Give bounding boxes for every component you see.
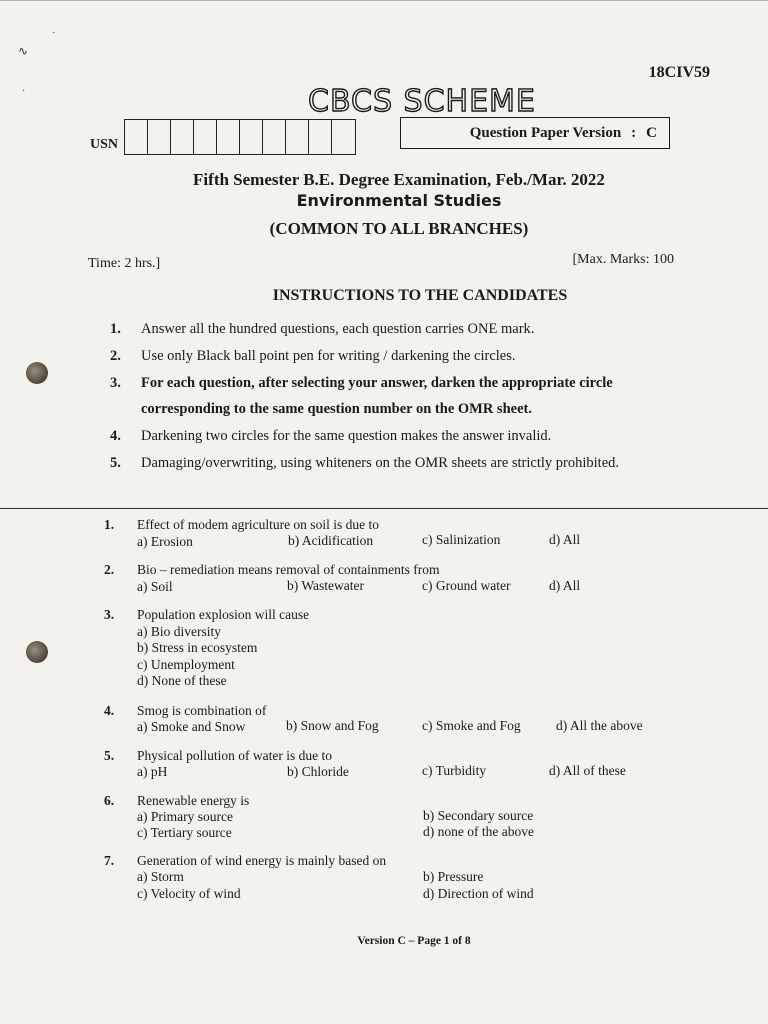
version-value: C xyxy=(646,124,657,141)
usn-box[interactable] xyxy=(263,120,286,154)
usn-box[interactable] xyxy=(332,120,355,154)
option-a: a) Storm xyxy=(137,869,184,884)
instruction-text: For each question, after selecting your answer, darken the appropriate circle corresponding to the same question number on the OMR sheet. xyxy=(141,375,613,417)
question-text: Effect of modem agriculture on soil is due to xyxy=(137,517,379,532)
question-item xyxy=(104,517,704,551)
option-c: c) Ground water xyxy=(422,578,511,593)
instruction-text: Use only Black ball point pen for writing / darkening the circles. xyxy=(141,348,516,364)
question-text: Bio – remediation means removal of containments from xyxy=(137,562,440,577)
usn-box[interactable] xyxy=(194,120,217,154)
question-item xyxy=(104,703,704,737)
max-marks: [Max. Marks: 100 xyxy=(572,252,674,267)
instruction-item xyxy=(110,370,686,422)
branches-line: (COMMON TO ALL BRANCHES) xyxy=(269,219,529,238)
usn-label: USN xyxy=(90,137,119,152)
version-separator: : xyxy=(631,124,637,141)
option-b: b) Stress in ecosystem xyxy=(137,640,258,655)
option-c: c) Turbidity xyxy=(422,763,487,778)
instruction-item xyxy=(110,343,686,369)
option-b: b) Snow and Fog xyxy=(286,718,379,733)
scheme-stamp: CBCS SCHEME xyxy=(308,84,536,119)
question-text: Generation of wind energy is mainly based on xyxy=(137,853,387,868)
question-text: Smog is combination of xyxy=(137,703,267,718)
usn-box[interactable] xyxy=(217,120,240,154)
question-text: Renewable energy is xyxy=(137,793,250,808)
question-text: Physical pollution of water is due to xyxy=(137,748,332,763)
question-number: 4. xyxy=(104,703,115,718)
version-label: Question Paper Version xyxy=(469,124,622,141)
option-b: b) Chloride xyxy=(287,764,349,779)
page-footer: Version C – Page 1 of 8 xyxy=(357,935,471,947)
option-d: d) None of these xyxy=(137,673,227,688)
option-c: c) Unemployment xyxy=(137,657,235,672)
option-d: d) All the above xyxy=(556,718,643,733)
question-item xyxy=(104,748,704,782)
version-box xyxy=(400,117,670,149)
option-d: d) none of the above xyxy=(423,824,534,839)
option-c: c) Salinization xyxy=(422,532,501,547)
usn-box[interactable] xyxy=(171,120,194,154)
question-number: 3. xyxy=(104,607,115,622)
option-d: d) All of these xyxy=(549,763,626,778)
option-c: c) Velocity of wind xyxy=(137,886,241,901)
option-a: a) Soil xyxy=(137,579,173,594)
option-d: d) All xyxy=(549,532,581,547)
usn-box[interactable] xyxy=(240,120,263,154)
option-a: a) Bio diversity xyxy=(137,624,221,639)
question-item xyxy=(104,853,704,903)
instruction-item xyxy=(110,423,686,449)
instruction-number: 1. xyxy=(110,321,121,337)
option-b: b) Acidification xyxy=(288,533,374,548)
usn-box[interactable] xyxy=(309,120,332,154)
option-a: a) Erosion xyxy=(137,534,193,549)
paper-code: 18CIV59 xyxy=(648,64,710,81)
usn-boxes[interactable] xyxy=(124,119,356,155)
scan-dot: · xyxy=(52,28,56,39)
question-number: 5. xyxy=(104,748,115,763)
usn-box[interactable] xyxy=(286,120,309,154)
question-item xyxy=(104,562,704,596)
instruction-number: 4. xyxy=(110,428,121,444)
option-a: a) Primary source xyxy=(137,809,233,824)
top-edge-line xyxy=(0,0,768,1)
option-b: b) Pressure xyxy=(423,869,484,884)
question-number: 7. xyxy=(104,853,115,868)
question-text: Population explosion will cause xyxy=(137,607,310,622)
time-allowed: Time: 2 hrs.] xyxy=(88,256,161,271)
instructions-title: INSTRUCTIONS TO THE CANDIDATES xyxy=(272,287,568,304)
section-divider xyxy=(0,508,768,509)
option-c: c) Tertiary source xyxy=(137,825,232,840)
instruction-number: 5. xyxy=(110,455,121,471)
scan-mark: ∿ xyxy=(18,44,29,58)
instruction-number: 3. xyxy=(110,375,121,391)
subject-title: Environmental Studies xyxy=(296,191,502,210)
option-c: c) Smoke and Fog xyxy=(422,718,521,733)
exam-title: Fifth Semester B.E. Degree Examination, Feb./Mar. 2022 xyxy=(193,170,605,189)
option-a: a) Smoke and Snow xyxy=(137,719,246,734)
instruction-item xyxy=(110,450,686,476)
usn-box[interactable] xyxy=(125,120,148,154)
instruction-text: Answer all the hundred questions, each question carries ONE mark. xyxy=(141,321,535,337)
option-d: d) All xyxy=(549,578,581,593)
punch-hole-icon xyxy=(26,362,48,384)
option-b: b) Wastewater xyxy=(287,578,365,593)
scan-dot: · xyxy=(22,86,26,97)
instruction-text: Darkening two circles for the same question makes the answer invalid. xyxy=(141,428,552,444)
question-number: 2. xyxy=(104,562,115,577)
question-number: 1. xyxy=(104,517,115,532)
question-number: 6. xyxy=(104,793,115,808)
question-item xyxy=(104,607,704,691)
option-b: b) Secondary source xyxy=(423,808,534,823)
punch-hole-icon xyxy=(26,641,48,663)
option-a: a) pH xyxy=(137,764,168,779)
instruction-item xyxy=(110,316,686,342)
instruction-number: 2. xyxy=(110,348,121,364)
instruction-text: Damaging/overwriting, using whiteners on the OMR sheets are strictly prohibited. xyxy=(141,455,620,471)
option-d: d) Direction of wind xyxy=(423,886,534,901)
usn-box[interactable] xyxy=(148,120,171,154)
question-item xyxy=(104,793,704,843)
